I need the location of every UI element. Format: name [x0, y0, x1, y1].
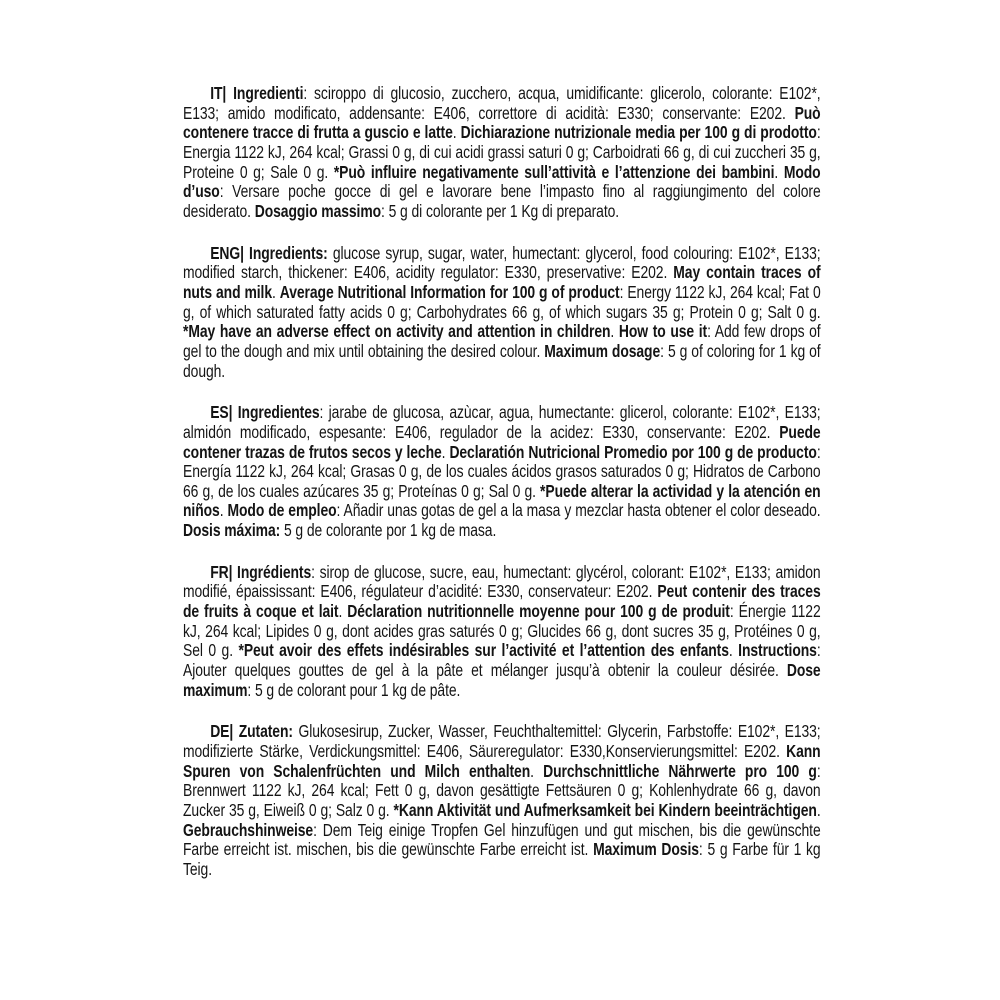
- bold-text-segment: Maximum Dosis: [593, 839, 699, 860]
- text-segment: : Add few drops of gel to the dough and mix until obtaining the desired colour.: [183, 321, 821, 361]
- bold-text-segment: Declaratión Nutricional Promedio por 100 g de producto: [449, 441, 817, 462]
- bold-text-segment: Déclaration nutritionnelle moyenne pour 100 g de produit: [347, 601, 730, 622]
- text-segment: .: [219, 500, 228, 521]
- bold-text-segment: *Kann Aktivität und Aufmerksamkeit bei Kindern beeinträchtigen: [393, 800, 817, 820]
- text-segment: : jarabe de glucosa, azùcar, agua, humectante: glicerol, colorante: E102*, E133; almidón modificado, espesante: E406, regulador de la acidez: E330, conservante: E202.: [183, 402, 821, 442]
- text-segment: : Versare poche gocce di gel e lavorare bene l’impasto fino al raggiungimento del colore desiderato.: [183, 181, 821, 221]
- bold-text-segment: *May have an adverse effect on activity and attention in children: [183, 321, 611, 342]
- label-section-it: [183, 84, 821, 222]
- text-segment: : Energy 1122 kJ, 264 kcal; Fat 0 g, of which saturated fatty acids 0 g; Carbohydrates 66 g, of which sugars 35 g; Protein 0 g; Salt 0 g.: [183, 281, 821, 322]
- bold-text-segment: FR| Ingrédients: [210, 561, 312, 582]
- bold-text-segment: How to use it: [618, 321, 708, 342]
- bold-text-segment: Kann Spuren von Schalenfrüchten und Milch enthalten: [183, 741, 821, 781]
- bold-text-segment: Dosis máxima:: [183, 520, 281, 541]
- text-segment: : 5 g of coloring for 1 kg of dough.: [183, 340, 821, 381]
- bold-text-segment: Può contenere tracce di frutta a guscio e latte: [183, 102, 821, 143]
- text-segment: : 5 g Farbe für 1 kg Teig.: [183, 839, 821, 879]
- bold-text-segment: Durchschnittliche Nährwerte pro 100 g: [543, 760, 817, 781]
- text-segment: : Énergie 1122 kJ, 264 kcal; Lipides 0 g, dont acides gras saturés 0 g; Glucides 66 g, dont sucres 35 g, Protéines 0 g, Sel 0 g.: [183, 601, 821, 661]
- bold-text-segment: Puede contener trazas de frutos secos y leche: [183, 421, 821, 462]
- text-segment: .: [728, 640, 739, 661]
- text-segment: : 5 g di colorante per 1 Kg di preparato.: [381, 200, 620, 221]
- text-segment: 5 g de colorante por 1 kg de masa.: [280, 520, 497, 541]
- text-segment: .: [452, 122, 461, 143]
- bold-text-segment: May contain traces of nuts and milk: [183, 262, 821, 302]
- text-segment: : Brennwert 1122 kJ, 264 kcal; Fett 0 g, davon gesättigte Fettsäuren 0 g; Kohlenhydrate 66 g, davon Zucker 35 g, Eiweiß 0 g; Salz 0 g.: [183, 760, 821, 820]
- bold-text-segment: Dichiarazione nutrizionale media per 100 g di prodotto: [460, 122, 817, 143]
- bold-text-segment: Dosaggio massimo: [254, 200, 382, 221]
- bold-text-segment: Modo d’uso: [183, 161, 821, 202]
- bold-text-segment: Modo de empleo: [227, 500, 337, 521]
- text-segment: .: [272, 281, 280, 302]
- bold-text-segment: Instructions: [738, 640, 817, 661]
- bold-text-segment: *Peut avoir des effets indésirables sur l’activité et l’attention des enfants: [238, 640, 729, 661]
- text-segment: : sirop de glucose, sucre, eau, humectant: glycérol, colorant: E102*, E133; amidon modifié, épaississant: E406, régulateur d’acidité: E330, conservateur: E202.: [183, 561, 821, 602]
- text-segment: .: [530, 760, 544, 781]
- bold-text-segment: *Può influire negativamente sull’attività e l’attenzione dei bambini: [333, 161, 775, 182]
- text-segment: : Energía 1122 kJ, 264 kcal; Grasas 0 g, de los cuales ácidos grasos saturados 0 g; Hidratos de Carbono 66 g, de los cuales azúcares 35 g; Proteínas 0 g; Sal 0 g.: [183, 441, 821, 501]
- label-section-fr: [183, 563, 821, 701]
- bold-text-segment: ENG| Ingredients:: [210, 242, 328, 263]
- text-segment: .: [441, 441, 450, 462]
- text-segment: : sciroppo di glucosio, zucchero, acqua, umidificante: glicerolo, colorante: E102*, E133; amido modificato, addensante: E406, correttore di acidità: E330; conservante: E202.: [183, 83, 821, 123]
- text-segment: : Añadir unas gotas de gel a la masa y mezclar hasta obtener el color deseado.: [336, 500, 821, 521]
- text-segment: .: [338, 601, 348, 622]
- label-section-eng: [183, 244, 821, 382]
- bold-text-segment: ES| Ingredientes: [210, 402, 320, 423]
- bold-text-segment: Gebrauchshinweise: [183, 819, 314, 840]
- bold-text-segment: IT| Ingredienti: [210, 83, 304, 103]
- label-section-de: [183, 722, 821, 879]
- bold-text-segment: Average Nutritional Information for 100 g of product: [279, 281, 620, 302]
- bold-text-segment: Dose maximum: [183, 660, 821, 700]
- text-segment: .: [774, 161, 784, 182]
- text-segment: : 5 g de colorant pour 1 kg de pâte.: [247, 679, 461, 700]
- label-section-es: [183, 403, 821, 541]
- text-segment: : Energia 1122 kJ, 264 kcal; Grassi 0 g, di cui acidi grassi saturi 0 g; Carboidrati 66 g, di cui zuccheri 35 g, Proteine 0 g; Sale 0 g.: [183, 122, 821, 182]
- text-segment: Glukosesirup, Zucker, Wasser, Feuchthaltemittel: Glycerin, Farbstoffe: E102*, E133; modifizierte Stärke, Verdickungsmittel: E406, Säureregulator: E330,Konservierungsmittel: E202.: [183, 721, 821, 762]
- text-segment: .: [816, 800, 821, 820]
- bold-text-segment: Peut contenir des traces de fruits à coque et lait: [183, 581, 821, 622]
- text-segment: .: [610, 321, 619, 342]
- bold-text-segment: DE| Zutaten:: [210, 721, 293, 742]
- bold-text-segment: *Puede alterar la actividad y la atención en niños: [183, 480, 821, 521]
- bold-text-segment: Maximum dosage: [544, 340, 661, 361]
- text-segment: : Ajouter quelques gouttes de gel à la pâte et mélanger jusqu’à obtenir la couleur désirée.: [183, 640, 821, 681]
- ingredient-label: [183, 84, 821, 880]
- text-segment: glucose syrup, sugar, water, humectant: glycerol, food colouring: E102*, E133; modified starch, thickener: E406, acidity regulator: E330, preservative: E202.: [183, 242, 821, 283]
- text-segment: : Dem Teig einige Tropfen Gel hinzufügen und gut mischen, bis die gewünschte Farbe erreicht ist. mischen, bis die gewünschte Farbe erreicht ist.: [183, 819, 821, 860]
